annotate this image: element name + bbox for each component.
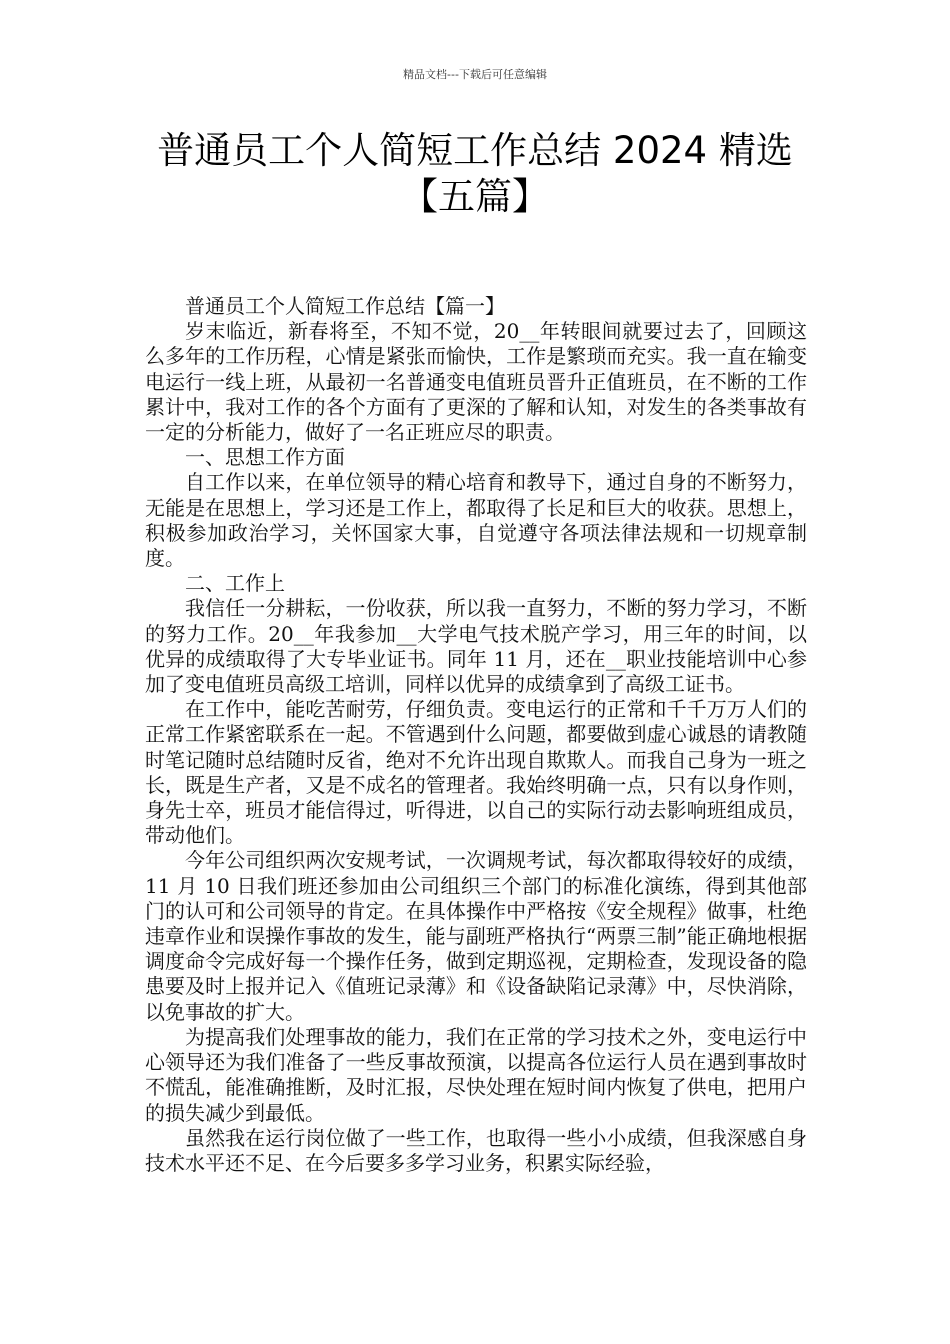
document-title <box>100 128 850 220</box>
body-paragraph: 自工作以来，在单位领导的精心培育和教导下，通过自身的不断努力，无能是在思想上，学习还是工作上，都取得了长足和巨大的收获。思想上，积极参加政治学习，关怀国家大事，自觉遵守各项法律法规和一切规章制度。 <box>145 470 807 571</box>
body-paragraph: 在工作中，能吃苦耐劳，仔细负责。变电运行的正常和千千万万人们的正常工作紧密联系在一起。不管遇到什么问题，都要做到虚心诚恳的请教随时笔记随时总结随时反省，绝对不允许出现自欺欺人。而我自己身为一班之长，既是生产者，又是不成名的管理者。我始终明确一点，只有以身作则，身先士卒，班员才能信得过，听得进，以自己的实际行动去影响班组成员，带动他们。 <box>145 697 807 848</box>
body-paragraph: 为提高我们处理事故的能力，我们在正常的学习技术之外，变电运行中心领导还为我们准备了一些反事故预演，以提高各位运行人员在遇到事故时不慌乱，能准确推断，及时汇报，尽快处理在短时间内恢复了供电，把用户的损失减少到最低。 <box>145 1024 807 1125</box>
body-paragraph: 虽然我在运行岗位做了一些工作，也取得一些小小成绩，但我深感自身技术水平还不足、在今后要多多学习业务，积累实际经验， <box>145 1125 807 1175</box>
subsection-heading: 一、思想工作方面 <box>185 445 345 470</box>
document-title-line-2: 【五篇】 <box>401 175 549 218</box>
section-heading: 普通员工个人简短工作总结【篇一】 <box>185 294 505 318</box>
page-header-note: 精品文档---下载后可任意编辑 <box>403 68 547 81</box>
body-paragraph: 我信任一分耕耘，一份收获，所以我一直努力，不断的努力学习，不断的努力工作。20__年我参加__大学电气技术脱产学习，用三年的时间，以优异的成绩取得了大专毕业证书。同年 11 月，还在__职业技能培训中心参加了变电值班员高级工培训，同样以优异的成绩拿到了高级工证书。 <box>145 596 807 697</box>
subsection-heading: 二、工作上 <box>185 571 285 596</box>
body-paragraph: 今年公司组织两次安规考试，一次调规考试，每次都取得较好的成绩，11 月 10 日我们班还参加由公司组织三个部门的标准化演练，得到其他部门的认可和公司领导的肯定。在具体操作中严格按《安全规程》做事，杜绝违章作业和误操作事故的发生，能与副班严格执行“两票三制”能正确地根据调度命令完成好每一个操作任务，做到定期巡视，定期检查，发现设备的隐患要及时上报并记入《值班记录薄》和《设备缺陷记录薄》中，尽快消除，以免事故的扩大。 <box>145 848 807 1024</box>
body-paragraph: 岁末临近，新春将至，不知不觉，20__年转眼间就要过去了，回顾这么多年的工作历程，心情是紧张而愉快，工作是繁琐而充实。我一直在输变电运行一线上班，从最初一名普通变电值班员晋升正值班员，在不断的工作累计中，我对工作的各个方面有了更深的了解和认知，对发生的各类事故有一定的分析能力，做好了一名正班应尽的职责。 <box>145 319 807 445</box>
document-body <box>145 294 807 1176</box>
document-title-line-1: 普通员工个人简短工作总结 2024 精选 <box>157 129 793 172</box>
